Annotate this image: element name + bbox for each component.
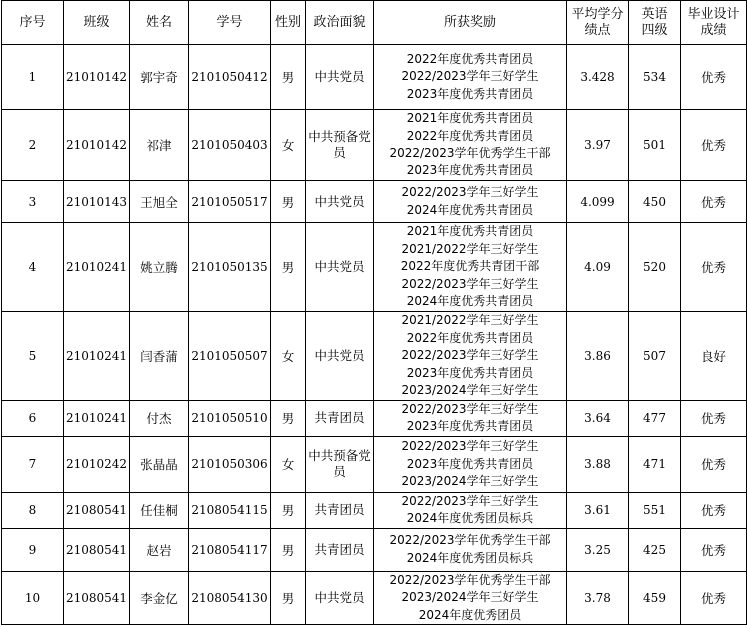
table-body (2, 45, 747, 625)
cell-gender: 男 (271, 492, 306, 528)
header-thesis: 毕业设计成绩 (681, 1, 747, 45)
cell-thesis: 良好 (681, 312, 747, 401)
cell-gpa: 3.78 (567, 571, 629, 624)
table-row (2, 223, 747, 312)
cell-thesis: 优秀 (681, 571, 747, 624)
award-item: 2022/2023学年优秀学生干部 (389, 146, 551, 160)
cell-gender: 男 (271, 528, 306, 571)
cell-student-id: 2108054115 (189, 492, 271, 528)
cell-no: 3 (2, 181, 64, 223)
cell-political: 中共党员 (306, 181, 374, 223)
cell-thesis: 优秀 (681, 436, 747, 492)
table-row (2, 110, 747, 181)
cell-gender: 男 (271, 45, 306, 110)
table-row (2, 401, 747, 437)
cell-student-id: 2101050403 (189, 110, 271, 181)
cell-no: 4 (2, 223, 64, 312)
cell-student-id: 2108054117 (189, 528, 271, 571)
award-item: 2022/2023学年三好学生 (401, 185, 539, 200)
header-cet4: 英语四级 (629, 1, 681, 45)
header-political: 政治面貌 (306, 1, 374, 45)
cell-cet4: 477 (629, 401, 681, 437)
cell-awards (374, 45, 567, 110)
award-item: 2023年度优秀共青团员 (406, 419, 534, 434)
award-item: 2022/2023学年优秀学生干部 (389, 533, 551, 548)
cell-class: 21010241 (64, 312, 130, 401)
award-item: 2023年度优秀共青团员 (406, 163, 534, 178)
award-item: 2023年度优秀共青团员 (406, 86, 534, 101)
cell-gpa: 4.099 (567, 181, 629, 223)
cell-class: 21080541 (64, 528, 130, 571)
award-item: 2021年度优秀共青团员 (406, 224, 534, 239)
cell-political: 中共预备党员 (306, 436, 374, 492)
award-item: 2022年度优秀共青团员 (406, 51, 534, 66)
cell-awards (374, 528, 567, 571)
table-row (2, 181, 747, 223)
table-row (2, 436, 747, 492)
cell-name: 付杰 (130, 401, 189, 437)
cell-class: 21010143 (64, 181, 130, 223)
cell-no: 8 (2, 492, 64, 528)
header-gpa: 平均学分绩点 (567, 1, 629, 45)
award-item: 2022/2023学年优秀学生干部 (389, 572, 551, 587)
cell-name: 赵岩 (130, 528, 189, 571)
cell-cet4: 459 (629, 571, 681, 624)
cell-name: 郭宇奇 (130, 45, 189, 110)
award-item: 2022年度优秀共青团干部 (400, 259, 540, 274)
cell-cet4: 471 (629, 436, 681, 492)
cell-awards (374, 436, 567, 492)
award-item: 2024年度优秀团员标兵 (406, 550, 534, 565)
award-item: 2023/2024学年三好学生 (401, 383, 539, 398)
award-item: 2023年度优秀共青团员 (406, 365, 534, 380)
cell-gender: 女 (271, 312, 306, 401)
cell-gpa: 3.428 (567, 45, 629, 110)
cell-name: 姚立腾 (130, 223, 189, 312)
cell-gpa: 3.25 (567, 528, 629, 571)
table-row (2, 45, 747, 110)
cell-gender: 男 (271, 401, 306, 437)
cell-class: 21010142 (64, 110, 130, 181)
award-item: 2022/2023学年三好学生 (401, 348, 539, 363)
cell-name: 王旭全 (130, 181, 189, 223)
table-row (2, 312, 747, 401)
cell-student-id: 2101050517 (189, 181, 271, 223)
cell-name: 李金亿 (130, 571, 189, 624)
award-item: 2024年度优秀团员 (418, 607, 522, 622)
cell-student-id: 2101050135 (189, 223, 271, 312)
cell-cet4: 425 (629, 528, 681, 571)
cell-political: 共青团员 (306, 528, 374, 571)
header-awards: 所获奖励 (374, 1, 567, 45)
cell-political: 中共党员 (306, 571, 374, 624)
cell-gender: 女 (271, 436, 306, 492)
cell-gpa: 4.09 (567, 223, 629, 312)
cell-gender: 男 (271, 223, 306, 312)
cell-student-id: 2101050412 (189, 45, 271, 110)
award-item: 2022年度优秀共青团员 (406, 330, 534, 345)
award-item: 2022/2023学年三好学生 (401, 276, 539, 291)
cell-gpa: 3.86 (567, 312, 629, 401)
cell-cet4: 520 (629, 223, 681, 312)
cell-cet4: 534 (629, 45, 681, 110)
table-row (2, 528, 747, 571)
cell-gender: 男 (271, 571, 306, 624)
cell-thesis: 优秀 (681, 223, 747, 312)
student-awards-table (1, 0, 747, 625)
cell-gpa: 3.64 (567, 401, 629, 437)
cell-name: 祁津 (130, 110, 189, 181)
table-row (2, 492, 747, 528)
cell-gpa: 3.88 (567, 436, 629, 492)
cell-cet4: 551 (629, 492, 681, 528)
cell-thesis: 优秀 (681, 528, 747, 571)
cell-no: 2 (2, 110, 64, 181)
cell-student-id: 2101050306 (189, 436, 271, 492)
cell-cet4: 507 (629, 312, 681, 401)
cell-awards (374, 110, 567, 181)
table-row (2, 571, 747, 624)
cell-no: 1 (2, 45, 64, 110)
award-item: 2024年度优秀共青团员 (406, 202, 534, 217)
award-item: 2022年度优秀共青团员 (406, 128, 534, 143)
award-item: 2022/2023学年三好学生 (401, 493, 539, 508)
award-item: 2022/2023学年三好学生 (401, 402, 539, 416)
cell-no: 9 (2, 528, 64, 571)
cell-thesis: 优秀 (681, 492, 747, 528)
award-item: 2023/2024学年三好学生 (401, 590, 539, 605)
cell-political: 中共党员 (306, 223, 374, 312)
cell-gender: 女 (271, 110, 306, 181)
header-no: 序号 (2, 1, 64, 45)
cell-awards (374, 401, 567, 437)
cell-class: 21010242 (64, 436, 130, 492)
cell-political: 中共预备党员 (306, 110, 374, 181)
cell-awards (374, 312, 567, 401)
cell-class: 21010241 (64, 223, 130, 312)
header-gender: 性别 (271, 1, 306, 45)
cell-name: 任佳桐 (130, 492, 189, 528)
award-item: 2023/2024学年三好学生 (401, 474, 539, 489)
award-item: 2021/2022学年三好学生 (401, 241, 539, 256)
cell-political: 中共党员 (306, 312, 374, 401)
award-item: 2022/2023学年三好学生 (401, 439, 539, 454)
cell-student-id: 2101050510 (189, 401, 271, 437)
cell-political: 共青团员 (306, 401, 374, 437)
cell-class: 21080541 (64, 571, 130, 624)
award-item: 2024年度优秀团员标兵 (406, 511, 534, 526)
cell-political: 中共党员 (306, 45, 374, 110)
award-item: 2024年度优秀共青团员 (406, 294, 534, 309)
cell-no: 5 (2, 312, 64, 401)
header-student-id: 学号 (189, 1, 271, 45)
cell-awards (374, 223, 567, 312)
cell-thesis: 优秀 (681, 45, 747, 110)
cell-class: 21010142 (64, 45, 130, 110)
cell-gpa: 3.97 (567, 110, 629, 181)
award-item: 2021年度优秀共青团员 (406, 111, 534, 126)
cell-student-id: 2101050507 (189, 312, 271, 401)
cell-gender: 男 (271, 181, 306, 223)
award-item: 2021/2022学年三好学生 (401, 313, 539, 328)
cell-thesis: 优秀 (681, 401, 747, 437)
header-class: 班级 (64, 1, 130, 45)
cell-cet4: 501 (629, 110, 681, 181)
award-item: 2022/2023学年三好学生 (401, 69, 539, 84)
cell-class: 21010241 (64, 401, 130, 437)
cell-no: 7 (2, 436, 64, 492)
cell-political: 共青团员 (306, 492, 374, 528)
cell-awards (374, 181, 567, 223)
cell-name: 张晶晶 (130, 436, 189, 492)
header-name: 姓名 (130, 1, 189, 45)
cell-cet4: 450 (629, 181, 681, 223)
table-header (2, 1, 747, 45)
cell-gpa: 3.61 (567, 492, 629, 528)
cell-thesis: 优秀 (681, 181, 747, 223)
cell-awards (374, 492, 567, 528)
cell-no: 6 (2, 401, 64, 437)
cell-name: 闫香蒲 (130, 312, 189, 401)
cell-no: 10 (2, 571, 64, 624)
cell-awards (374, 571, 567, 624)
cell-student-id: 2108054130 (189, 571, 271, 624)
cell-thesis: 优秀 (681, 110, 747, 181)
award-item: 2023年度优秀共青团员 (406, 456, 534, 471)
cell-class: 21080541 (64, 492, 130, 528)
